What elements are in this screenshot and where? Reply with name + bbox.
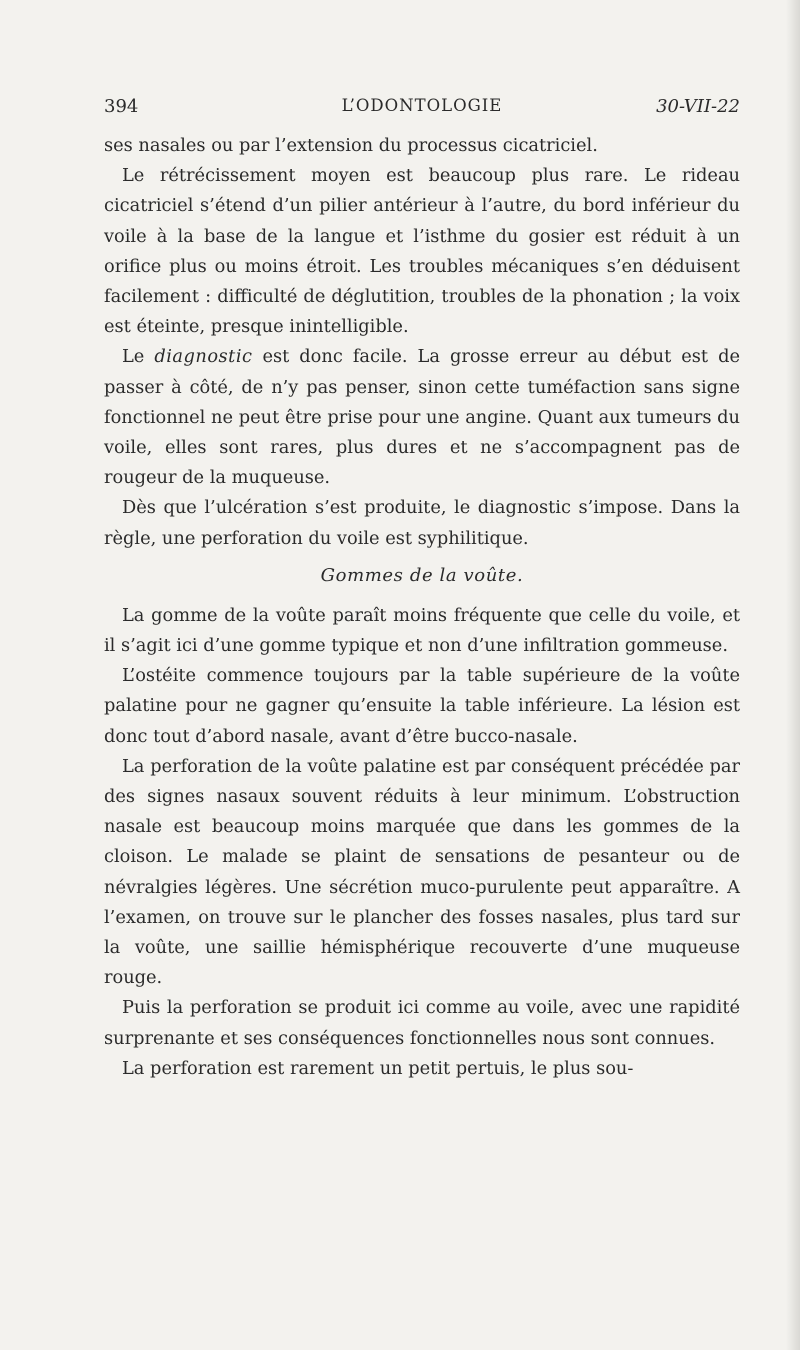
paragraph-gomme-voute: La gomme de la voûte paraît moins fréquente que celle du voile, et il s’agit ici d’une gomme typique et non d’une infiltration gommeuse. xyxy=(104,604,740,657)
paragraph-perforation-pertuis: La perforation est rarement un petit pertuis, le plus sou- xyxy=(122,1057,634,1079)
section-heading: Gommes de la voûte. xyxy=(320,564,524,586)
diagnostic-lead: Le xyxy=(122,346,155,368)
diagnostic-emphasis: diagnostic xyxy=(154,346,253,368)
paragraph-perforation-signes: La perforation de la voûte palatine est par conséquent précédée par des signes nasaux souvent réduits à leur minimum. L’obstruction nasale est beaucoup moins marquée que dans les gommes de la cloison. Le malade se plaint de sensations de pesanteur ou de névralgies légères. Une sécrétion muco-purulente peut apparaître. A l’examen, on trouve sur le plancher des fosses nasales, plus tard sur la voûte, une saillie hémisphérique recouverte d’une muqueuse rouge. xyxy=(104,755,740,989)
paragraph-ulceration: Dès que l’ulcération s’est produite, le diagnostic s’impose. Dans la règle, une perforation du voile est syphilitique. xyxy=(104,497,740,549)
diagnostic-rest: est donc facile. La grosse erreur au début est de passer à côté, de n’y pas penser, sinon cette tuméfaction sans signe fonctionnel ne peut être prise pour une angine. Quant aux tumeurs du voile, elles sont rares, plus dures et ne s’accompagnent pas de rougeur de la muqueuse. xyxy=(104,346,740,489)
paragraph-continuation: ses nasales ou par l’extension du processus cicatriciel. xyxy=(104,135,598,156)
page-header xyxy=(104,96,740,124)
article-body xyxy=(104,131,740,1084)
page-edge-shadow xyxy=(786,0,800,1350)
running-title: L’ODONTOLOGIE xyxy=(341,96,503,115)
paragraph-diagnostic xyxy=(104,342,740,493)
page-number: 394 xyxy=(104,96,139,117)
paragraph-perforation-rapidite: Puis la perforation se produit ici comme au voile, avec une rapidité surprenante et ses conséquences fonctionnelles nous sont connues. xyxy=(104,997,740,1049)
issue-date: 30-VII-22 xyxy=(656,96,740,117)
paragraph-osteite: L’ostéite commence toujours par la table supérieure de la voûte palatine pour ne gagner qu’ensuite la table inférieure. La lésion est donc tout d’abord nasale, avant d’être bucco-nasale. xyxy=(104,665,740,747)
paragraph-retrecissement: Le rétrécissement moyen est beaucoup plus rare. Le rideau cicatriciel s’étend d’un pilier antérieur à l’autre, du bord inférieur du voile à la base de la langue et l’isthme du gosier est réduit à un orifice plus ou moins étroit. Les troubles mécaniques s’en déduisent facilement : difficulté de déglutition, troubles de la phonation ; la voix est éteinte, presque inintelligible. xyxy=(104,165,740,338)
